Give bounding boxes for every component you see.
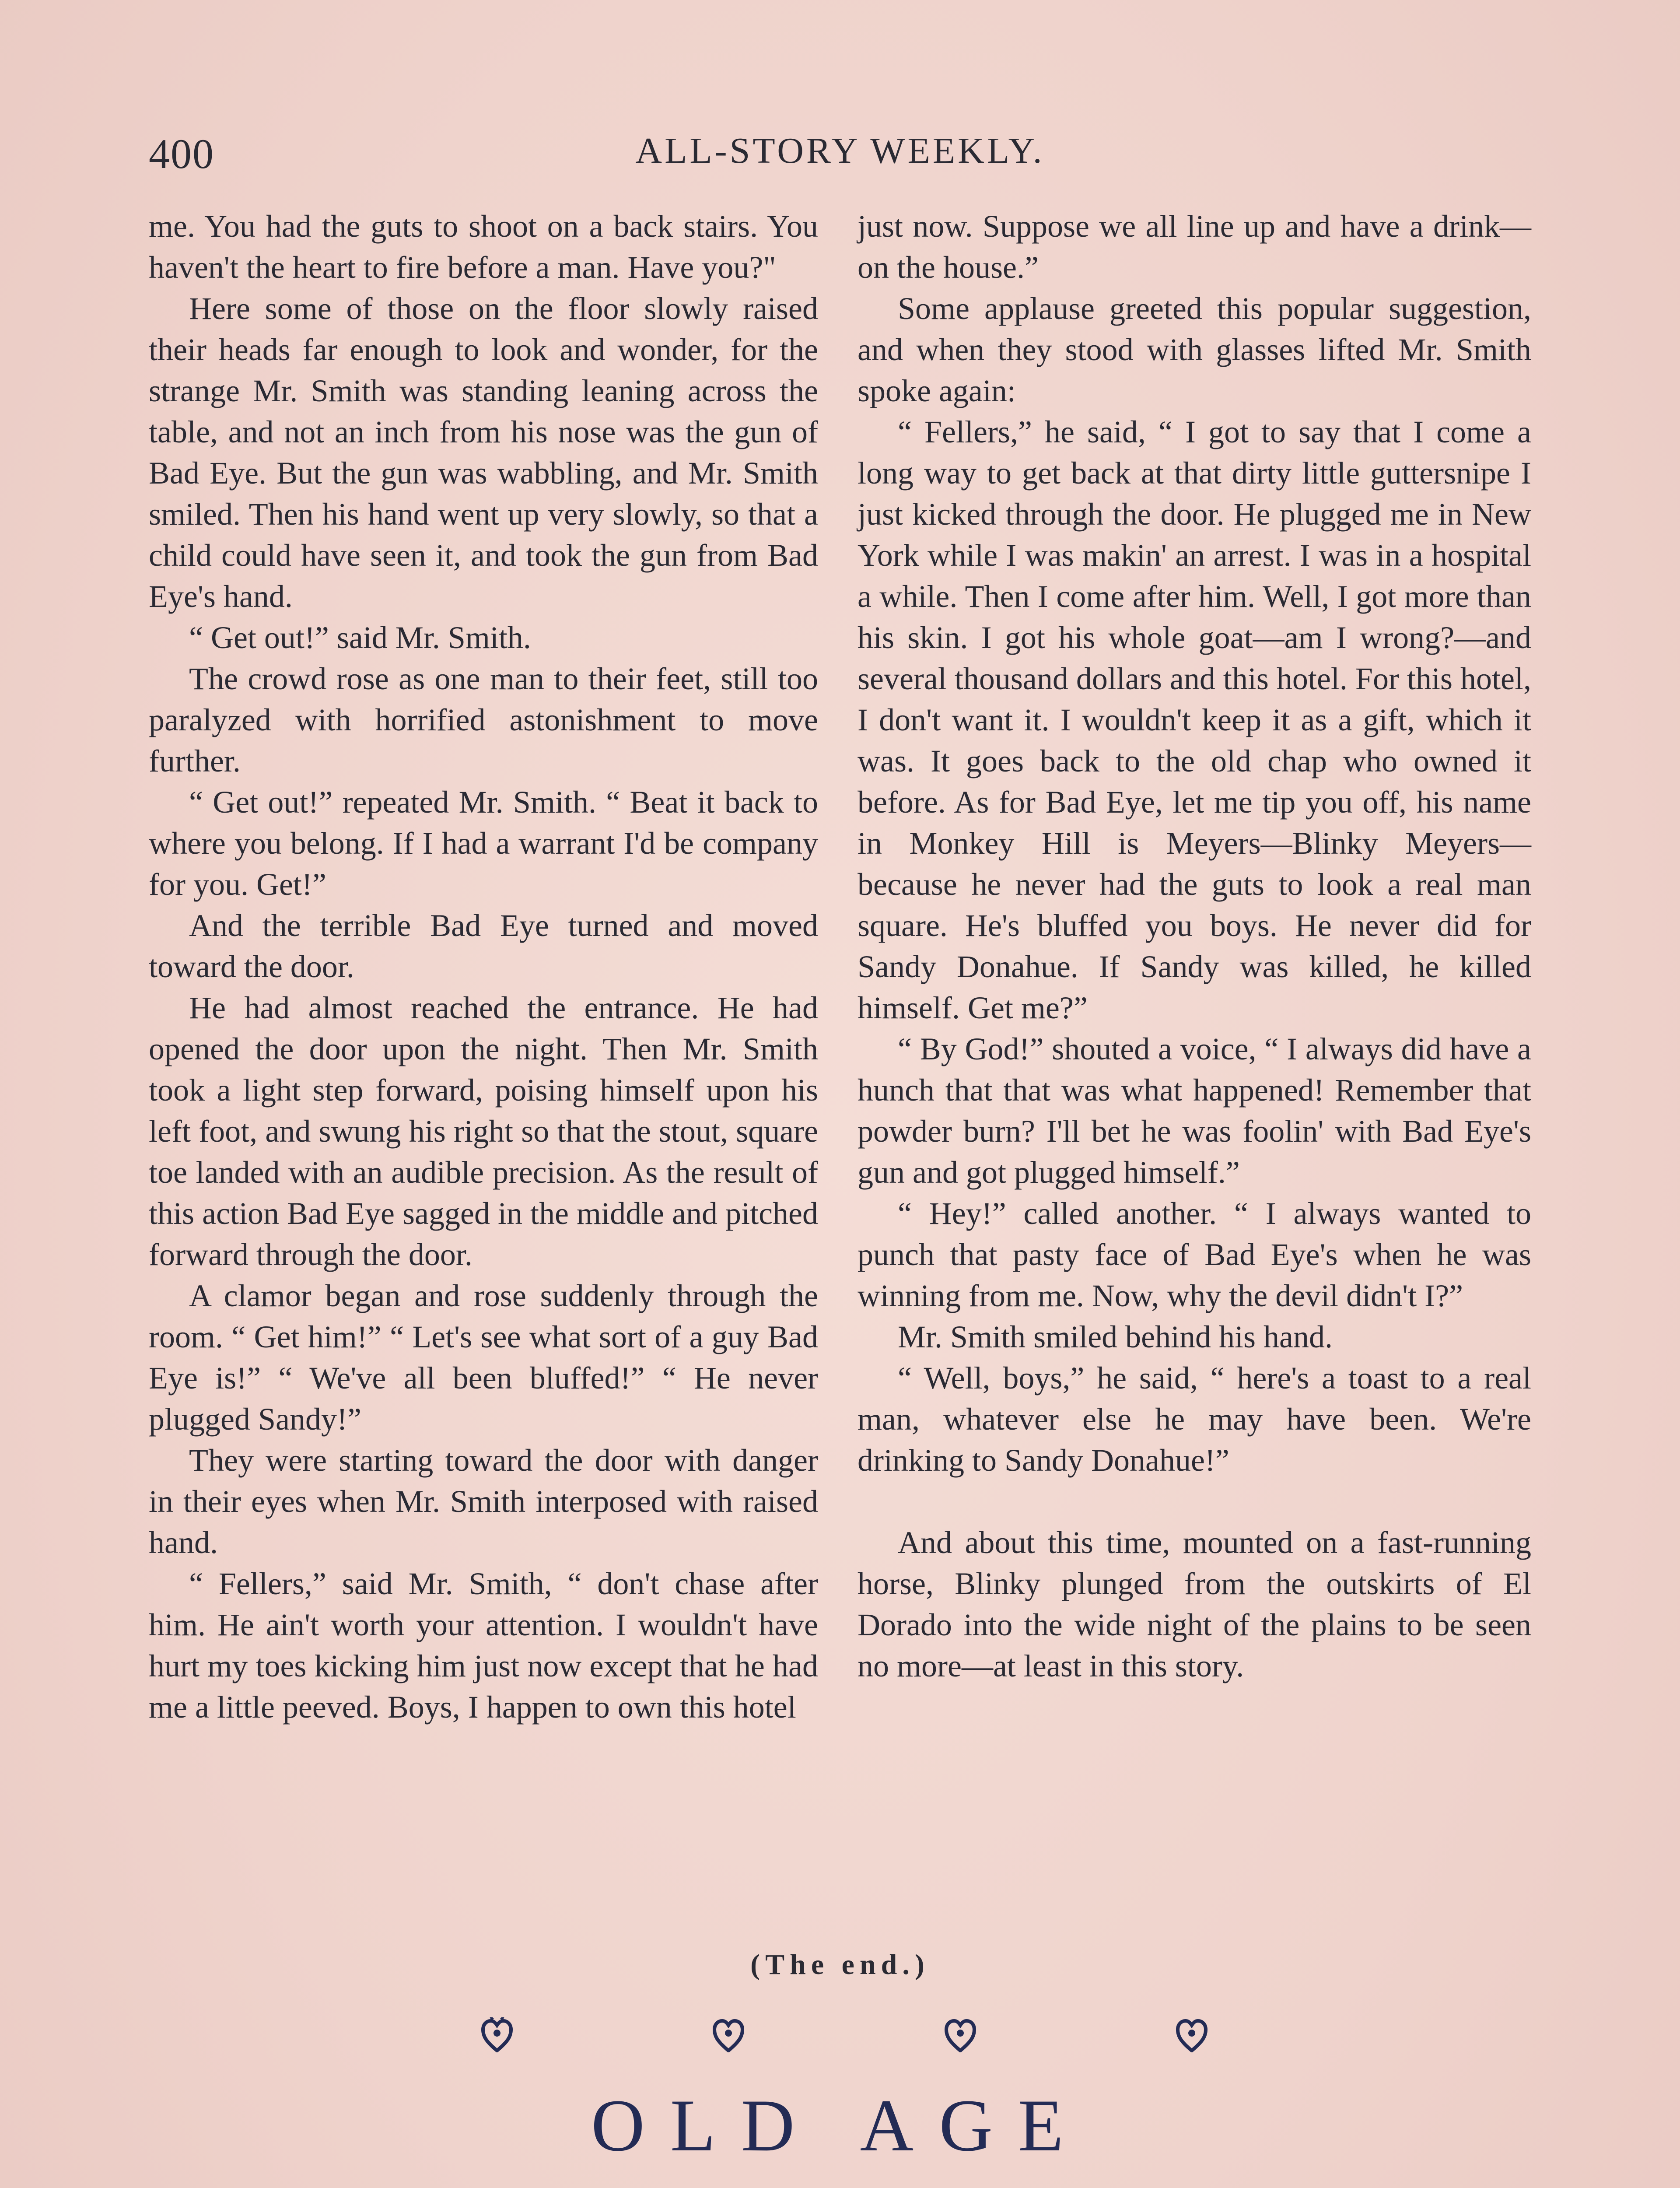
paragraph: They were starting toward the door with danger in their eyes when Mr. Smith interposed with raised hand. [149,1443,818,1560]
paragraph: just now. Suppose we all line up and have a drink—on the house.” [858,209,1531,285]
right-column [858,206,1531,1687]
paragraph: A clamor began and rose suddenly through the room. “ Get him!” “ Let's see what sort of a guy Bad Eye is!” “ We've all been bluffed!” “ He never plugged Sandy!” [149,1278,818,1437]
paragraph: “ Well, boys,” he said, “ here's a toast to a real man, whatever else he may have been. We're drinking to Sandy Donahue!” [858,1360,1531,1478]
paragraph: “ Hey!” called another. “ I always wanted to punch that pasty face of Bad Eye's when he was winning from me. Now, why the devil didn't I?” [858,1196,1531,1313]
paragraph: “ Get out!” said Mr. Smith. [189,620,531,655]
heart-fleuron-icon [481,2017,513,2052]
paragraph: “ Fellers,” he said, “ I got to say that I come a long way to get back at that dirty little guttersnipe I just kicked through the door. He plugged me in New York while I was makin' an arrest. I was in a hospital a while. Then I come after him. Well, I got more than his skin. I got his whole goat—am I wrong?—and several thousand dollars and this hotel. For this hotel, I don't want it. I wouldn't keep it as a gift, which it was. It goes back to the old chap who owned it before. As for Bad Eye, let me tip you off, his name in Monkey Hill is Meyers—Blinky Meyers—because he never had the guts to look a real man square. He's bluffed you boys. He never did for Sandy Donahue. If Sandy was killed, he killed himself. Get me?” [858,414,1531,1025]
paragraph: me. You had the guts to shoot on a back stairs. You haven't the heart to fire before a man. Have you?" [149,209,818,285]
paragraph: Here some of those on the floor slowly raised their heads far enough to look and wonder, for the strange Mr. Smith was standing leaning across the table, and not an inch from his nose was the gun of Bad Eye. But the gun was wabbling, and Mr. Smith smiled. Then his hand went up very slowly, so that a child could have seen it, and took the gun from Bad Eye's hand. [149,291,818,614]
heart-fleuron-icon [713,2017,744,2052]
ornament-row [481,2017,1208,2070]
page-number: 400 [149,130,214,177]
paragraph: And the terrible Bad Eye turned and moved toward the door. [149,908,818,984]
poem-title: OLD AGE [591,2084,1089,2167]
paragraph: “ By God!” shouted a voice, “ I always did have a hunch that that was what happened! Remember that powder burn? I'll bet he was foolin' with Bad Eye's gun and got plugged himself.” [858,1031,1531,1190]
page-header [149,130,1531,178]
the-end-label: (The end.) [750,1949,930,1981]
paragraph: “ Fellers,” said Mr. Smith, “ don't chase after him. He ain't worth your attention. I wouldn't have hurt my toes kicking him just now except that he had me a little peeved. Boys, I happen to own this hotel [149,1566,818,1725]
paragraph: The crowd rose as one man to their feet, still too paralyzed with horrified astonishment to move further. [149,661,818,778]
left-column [149,206,818,1728]
running-head: ALL-STORY WEEKLY. [635,130,1045,171]
paragraph: He had almost reached the entrance. He had opened the door upon the night. Then Mr. Smith took a light step forward, poising himself upon his left foot, and swung his right so that the stout, square toe landed with an audible precision. As the result of this action Bad Eye sagged in the middle and pitched forward through the door. [149,990,818,1272]
paragraph: Some applause greeted this popular suggestion, and when they stood with glasses lifted Mr. Smith spoke again: [858,291,1531,408]
paragraph: Mr. Smith smiled behind his hand. [898,1319,1333,1354]
paragraph: And about this time, mounted on a fast-running horse, Blinky plunged from the outskirts of El Dorado into the wide night of the plains to be seen no more—at least in this story. [858,1525,1531,1683]
heart-fleuron-icon [1176,2017,1208,2052]
heart-fleuron-icon [945,2017,976,2052]
paragraph: “ Get out!” repeated Mr. Smith. “ Beat it back to where you belong. If I had a warrant I'd be company for you. Get!” [149,785,818,902]
